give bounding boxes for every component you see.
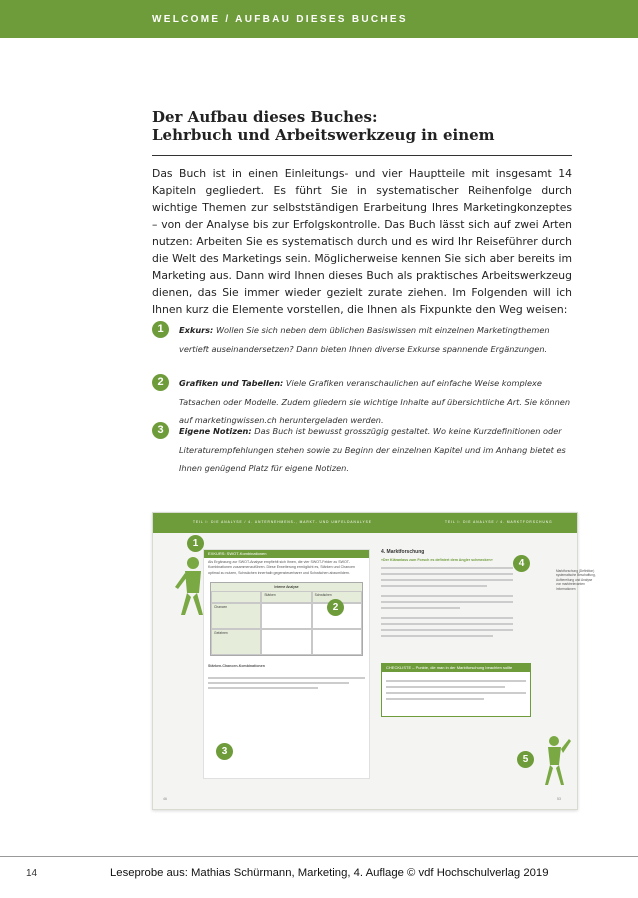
spread-page-right: 53 bbox=[557, 797, 561, 801]
callout-badge: 5 bbox=[517, 751, 534, 768]
footer-credit: Leseprobe aus: Mathias Schürmann, Marketing, 4. Auflage © vdf Hochschulverlag 2019 bbox=[110, 867, 549, 879]
number-badge: 1 bbox=[152, 321, 169, 338]
callout-badge: 3 bbox=[216, 743, 233, 760]
item-description: Das Buch ist bewusst grosszügig gestaltet. Wo keine Kurzdefinitionen oder Literaturempfehlungen stehen sowie zu Beginn der einzelnen Kapitel und im Anhang bietet es Ihnen genügend Platz für eigene Notizen. bbox=[179, 426, 566, 473]
item-description: Wollen Sie sich neben dem üblichen Basiswissen mit einzelnen Marketingthemen vertieft auseinandersetzen? Dann bieten Ihnen diverse Exkurse spannende Ergänzungen. bbox=[179, 325, 550, 354]
callout-badge: 1 bbox=[187, 535, 204, 552]
placeholder-text-lines bbox=[381, 567, 513, 637]
swot-subtitle: Stärken-Chancen-Kombinationen bbox=[208, 664, 265, 669]
sidenote: Marktforschung (Definition) systematische Beschaffung, Aufbereitung und Analyse von marktrelevanten Informationen bbox=[556, 569, 596, 591]
swot-cell bbox=[312, 629, 362, 655]
spread-right-page bbox=[381, 549, 513, 641]
swot-row-label: Gefahren bbox=[211, 629, 261, 655]
swot-head: Interne Analyse bbox=[211, 583, 362, 591]
book-spread-preview bbox=[152, 512, 596, 810]
page-number: 14 bbox=[26, 868, 38, 879]
running-header: WELCOME / AUFBAU DIESES BUCHES bbox=[152, 14, 408, 25]
callout-badge: 2 bbox=[327, 599, 344, 616]
placeholder-text-lines bbox=[382, 672, 530, 708]
swot-row-threats bbox=[211, 629, 362, 655]
placeholder-text-lines bbox=[204, 672, 369, 694]
chapter-title: 4. Marktforschung bbox=[381, 549, 425, 555]
swot-cell bbox=[261, 629, 311, 655]
title-rule bbox=[152, 155, 572, 156]
spread-header-right: TEIL I: DIE ANALYSE / 4. MARKTFORSCHUNG bbox=[445, 520, 553, 524]
title-line-1: Der Aufbau dieses Buches: bbox=[152, 108, 378, 126]
callout-badge: 4 bbox=[513, 555, 530, 572]
item-label: Eigene Notizen: bbox=[179, 426, 252, 436]
swot-matrix bbox=[210, 582, 363, 656]
swot-cell bbox=[261, 603, 311, 629]
header-band bbox=[0, 0, 638, 38]
spread-page-left: 46 bbox=[163, 797, 167, 801]
swot-col-strengths: Stärken bbox=[261, 591, 311, 603]
spread-header-left: TEIL I: DIE ANALYSE / 4. UNTERNEHMENS-, MARKT- UND UMFELDANALYSE bbox=[193, 520, 372, 524]
chapter-lead: «Der Kläranlass zum Forsch es definiert dem Angler schmecken» bbox=[381, 558, 493, 562]
item-description: Viele Grafiken veranschaulichen auf einfache Weise komplexe Tatsachen oder Modelle. Zudem gliedern sie wichtige Inhalte auf übersichtliche Art. Sie können auf marketingwissen.ch heruntergeladen werden. bbox=[179, 378, 571, 425]
page-title bbox=[152, 108, 572, 144]
swot-row-label: Chancen bbox=[211, 603, 261, 629]
item-text bbox=[179, 321, 575, 358]
swot-col-weaknesses: Schwächen bbox=[312, 591, 362, 603]
item-label: Grafiken und Tabellen: bbox=[179, 378, 284, 388]
checklist-title: CHECKLISTE – Punkte, die man in der Marktforschung beachten sollte bbox=[382, 664, 530, 672]
item-label: Exkurs: bbox=[179, 325, 214, 335]
footer-rule bbox=[0, 856, 638, 857]
exkurs-box-text: Als Ergänzung zur SWOT-Analyse empfiehlt sich Ihnen, die vier SWOT-Felder zu SWOT-Kombinationen zusammenzuführen. Diese Erweiterung ermöglicht es, Stärken und Chancen optimal zu nutzen, Schwächen innerhalb gegensteuerbarer und Schwächen abzumildern. bbox=[208, 560, 356, 575]
number-badge: 3 bbox=[152, 422, 169, 439]
swot-corner bbox=[211, 591, 261, 603]
intro-paragraph: Das Buch ist in einen Einleitungs- und vier Hauptteile mit insgesamt 14 Kapiteln gegliedert. Es führt Sie in systematischer Reihenfolge durch wichtige Themen zur selbstständigen Erarbeitung Ihres Marketingkonzeptes – von der Analyse bis zur Erfolgskontrolle. Das Buch lässt sich auf zwei Arten nutzen: Arbeiten Sie es systematisch durch und es wird Ihr Reiseführer durch die Welt des Marketings sein. Möglicherweise kennen Sie sich aber bereits im Marketing aus. Dann wird Ihnen dieses Buch als praktisches Arbeitswerkzeug dienen, das Sie immer wieder gezielt zurate ziehen. Im Folgenden will ich Ihnen kurz die Elemente vorstellen, die Ihnen als Fixpunkte den Weg weisen: bbox=[152, 167, 572, 316]
number-badge: 2 bbox=[152, 374, 169, 391]
hiker-figure-right-icon bbox=[537, 733, 571, 789]
exkurs-box-title: EXKURS: SWOT-Kombinationen bbox=[204, 550, 369, 558]
checklist-box bbox=[381, 663, 531, 717]
title-line-2: Lehrbuch und Arbeitswerkzeug in einem bbox=[152, 126, 495, 144]
spread-header bbox=[153, 513, 577, 533]
item-text bbox=[179, 422, 575, 478]
